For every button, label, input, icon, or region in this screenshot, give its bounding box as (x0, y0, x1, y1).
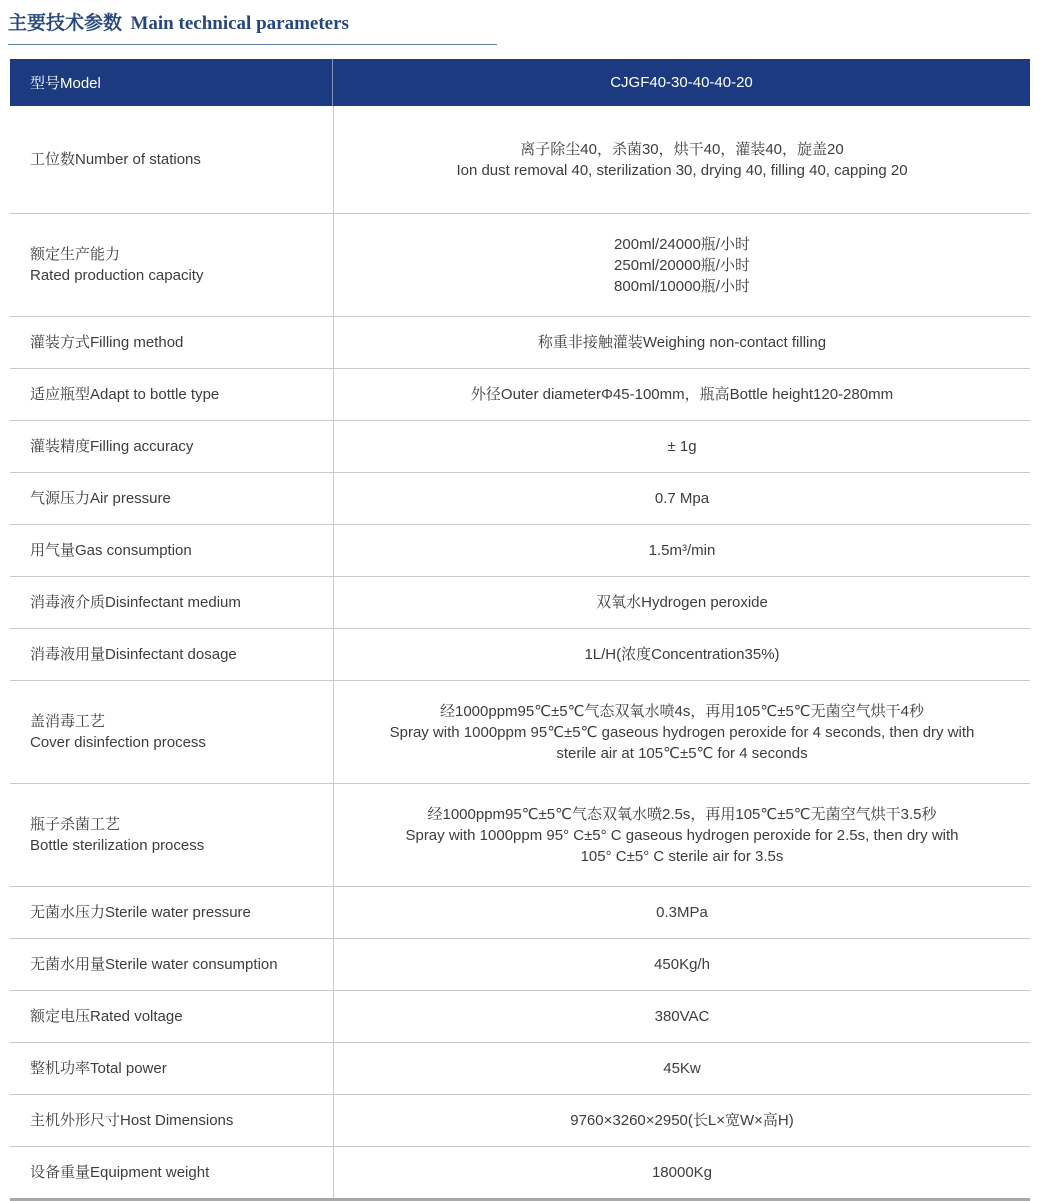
param-value-cell (333, 214, 1030, 316)
table-row (10, 886, 1030, 938)
param-label-cell (10, 421, 333, 472)
param-value-cell (333, 1147, 1030, 1198)
param-value-line: 经1000ppm95℃±5℃气态双氧水喷2.5s，再用105℃±5℃无菌空气烘干3.5秒 (427, 805, 937, 823)
param-value-line: Ion dust removal 40, sterilization 30, drying 40, filling 40, capping 20 (456, 161, 908, 179)
param-label-line: 主机外形尺寸Host Dimensions (30, 1112, 234, 1129)
param-label-line: 整机功率Total power (30, 1060, 167, 1077)
param-value-cell (333, 1043, 1030, 1094)
param-label-line: 盖消毒工艺 (30, 713, 106, 730)
param-label-cell (10, 991, 333, 1042)
param-label-cell (10, 939, 333, 990)
param-label-line: Rated production capacity (30, 267, 204, 284)
param-label-cell (10, 473, 333, 524)
param-label-cell (10, 784, 333, 886)
param-value-line: Spray with 1000ppm 95℃±5℃ gaseous hydrogen peroxide for 4 seconds, then dry with (389, 723, 975, 741)
param-label-cell (10, 1095, 333, 1146)
param-label-line: 消毒液介质Disinfectant medium (30, 594, 241, 611)
param-label-cell (10, 887, 333, 938)
param-label-cell (10, 681, 333, 783)
param-label-line: 气源压力Air pressure (30, 490, 171, 507)
param-value-cell (333, 369, 1030, 420)
param-label-line: 额定生产能力 (30, 246, 121, 263)
param-label-line: 无菌水压力Sterile water pressure (30, 904, 251, 921)
param-value-cell (333, 887, 1030, 938)
table-row (10, 783, 1030, 886)
param-value-cell (333, 784, 1030, 886)
param-value-line: 称重非接触灌装Weighing non-contact filling (537, 334, 827, 351)
page-title (8, 8, 497, 45)
table-row (10, 316, 1030, 368)
param-value-line: 105° C±5° C sterile air for 3.5s (580, 847, 784, 865)
table-row (10, 368, 1030, 420)
page-title-zh: 主要技术参数 (8, 13, 123, 34)
param-label-line: Cover disinfection process (30, 734, 206, 751)
param-label-cell (10, 317, 333, 368)
param-value-cell (333, 473, 1030, 524)
param-value-cell (333, 577, 1030, 628)
param-label-cell (10, 369, 333, 420)
table-header-row (10, 59, 1030, 106)
param-value-line: 9760×3260×2950(长L×宽W×高H) (570, 1112, 794, 1129)
param-label-line: 灌装方式Filling method (30, 334, 184, 351)
param-value-line: 18000Kg (651, 1164, 713, 1181)
param-value-line: 外径Outer diameterΦ45-100mm，瓶高Bottle height120-280mm (470, 386, 894, 403)
param-value-cell (333, 317, 1030, 368)
param-value-cell (333, 421, 1030, 472)
param-value-line: 250ml/20000瓶/小时 (614, 256, 750, 274)
param-value-line: 离子除尘40，杀菌30，烘干40，灌装40，旋盖20 (520, 140, 844, 158)
table-body (10, 106, 1030, 1198)
param-value-line: 800ml/10000瓶/小时 (614, 277, 750, 295)
table-row (10, 524, 1030, 576)
table-row (10, 420, 1030, 472)
param-value-line: 双氧水Hydrogen peroxide (596, 594, 768, 611)
table-row (10, 938, 1030, 990)
param-label-line: 用气量Gas consumption (30, 542, 192, 559)
page-title-en: Main technical parameters (130, 13, 349, 34)
table-row (10, 576, 1030, 628)
param-value-line: ± 1g (667, 438, 697, 455)
table-row (10, 213, 1030, 316)
param-label-line: 无菌水用量Sterile water consumption (30, 956, 278, 973)
param-value-line: 45Kw (663, 1060, 701, 1077)
param-label-line: Bottle sterilization process (30, 837, 205, 854)
header-model-label: 型号Model (10, 59, 333, 106)
param-label-cell (10, 1147, 333, 1198)
param-value-cell (333, 939, 1030, 990)
param-value-line: 380VAC (654, 1008, 710, 1025)
param-label-cell (10, 629, 333, 680)
table-row (10, 106, 1030, 213)
parameters-table (10, 59, 1030, 1201)
param-label-line: 工位数Number of stations (30, 151, 201, 168)
param-label-cell (10, 106, 333, 213)
param-value-line: 0.7 Mpa (654, 490, 710, 507)
param-label-line: 消毒液用量Disinfectant dosage (30, 646, 237, 663)
param-label-line: 额定电压Rated voltage (30, 1008, 183, 1025)
param-value-cell (333, 991, 1030, 1042)
param-value-cell (333, 525, 1030, 576)
table-row (10, 472, 1030, 524)
table-row (10, 628, 1030, 680)
param-value-line: 200ml/24000瓶/小时 (614, 235, 750, 253)
param-label-cell (10, 525, 333, 576)
param-value-line: 0.3MPa (656, 904, 708, 921)
header-model-value: CJGF40-30-40-40-20 (610, 74, 753, 91)
param-label-line: 设备重量Equipment weight (30, 1164, 210, 1181)
param-label-line: 瓶子杀菌工艺 (30, 816, 121, 833)
param-value-line: 经1000ppm95℃±5℃气态双氧水喷4s，再用105℃±5℃无菌空气烘干4秒 (440, 702, 924, 720)
table-row (10, 680, 1030, 783)
param-label-cell (10, 1043, 333, 1094)
param-value-line: 1L/H(浓度Concentration35%) (584, 646, 780, 663)
table-row (10, 1094, 1030, 1146)
param-label-cell (10, 214, 333, 316)
param-value-cell (333, 681, 1030, 783)
param-value-line: sterile air at 105℃±5℃ for 4 seconds (556, 744, 808, 762)
param-label-line: 灌装精度Filling accuracy (30, 438, 194, 455)
param-value-line: 1.5m³/min (648, 542, 716, 559)
param-value-cell (333, 629, 1030, 680)
param-value-cell (333, 1095, 1030, 1146)
table-row (10, 1042, 1030, 1094)
param-label-cell (10, 577, 333, 628)
table-row (10, 990, 1030, 1042)
param-value-line: Spray with 1000ppm 95° C±5° C gaseous hydrogen peroxide for 2.5s, then dry with (405, 826, 959, 844)
param-value-cell (333, 106, 1030, 213)
table-row (10, 1146, 1030, 1198)
param-value-line: 450Kg/h (654, 956, 710, 973)
param-label-line: 适应瓶型Adapt to bottle type (30, 386, 220, 403)
